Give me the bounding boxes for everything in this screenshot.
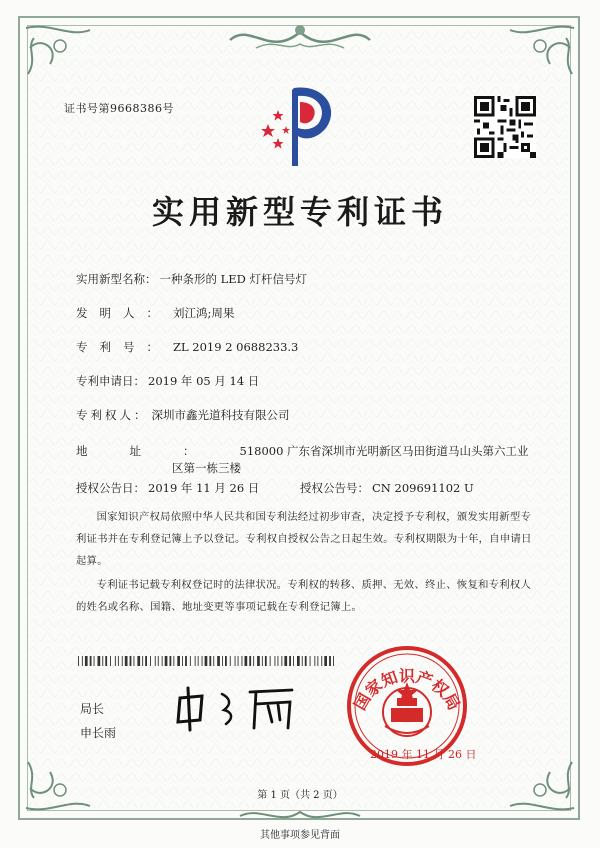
bottom-center-ornament [236, 806, 364, 826]
corner-ornament-top-left [20, 18, 110, 88]
barcode-bar [202, 656, 203, 666]
barcode-bar [324, 656, 327, 666]
barcode-bar [198, 656, 199, 666]
field-label: 授权公告日： [76, 481, 145, 495]
barcode-bar [82, 656, 83, 666]
field-value: 2019 年 05 月 14 日 [148, 374, 260, 388]
paragraph-grant-notice: 国家知识产权局依照中华人民共和国专利法经过初步审查，决定授予专利权，颁发实用新型专利证书并在专利登记簿上予以登记。专利权自授权公告之日起生效。专利权期限为十年，自申请日起算。 [76, 511, 532, 567]
barcode-bar [195, 656, 196, 666]
footer-note: 其他事项参见背面 [260, 830, 340, 841]
barcode-bar [150, 656, 151, 666]
barcode-bar [321, 656, 322, 666]
barcode-bar [85, 656, 88, 666]
field-value: CN 209691102 U [372, 481, 474, 495]
barcode-bar [238, 656, 239, 666]
barcode-bar [182, 656, 183, 666]
field-value: 518000 广东省深圳市光明新区马田街道马山头第六工业 [239, 444, 529, 458]
barcode-bar [110, 656, 111, 666]
field-value: 深圳市鑫光道科技有限公司 [151, 408, 290, 422]
barcode-bar [102, 656, 103, 666]
barcode-bar [177, 656, 180, 666]
barcode-bar [205, 656, 208, 666]
barcode-bar [249, 656, 251, 666]
barcode-bar [105, 656, 107, 666]
director-name: 申长雨 [80, 726, 117, 740]
barcode-bar [310, 656, 311, 666]
barcode-bar [225, 656, 227, 666]
barcode-bar [281, 656, 282, 666]
barcode-bar [125, 656, 128, 666]
barcode-bar [333, 656, 334, 666]
field-utility-model-name [76, 271, 307, 287]
barcode-bar [213, 656, 214, 666]
barcode-bar [217, 656, 220, 666]
barcode-bar [115, 656, 116, 666]
barcode-bar [297, 656, 300, 666]
field-address [76, 443, 529, 459]
barcode-strip [78, 656, 338, 666]
barcode-bar [130, 656, 132, 666]
barcode-bar [94, 656, 95, 666]
barcode-bar [165, 656, 168, 666]
field-value: ZL 2019 2 0688233.3 [173, 340, 299, 354]
corner-ornament-bottom-right [490, 748, 580, 818]
certificate-number: 证书号第9668386号 [64, 102, 174, 115]
barcode-bar [270, 656, 271, 666]
barcode-bar [190, 656, 191, 666]
top-center-ornament [226, 18, 374, 62]
field-patentee [76, 407, 290, 423]
seal-text: 国家知识产权局 [350, 666, 464, 714]
barcode-bar [275, 656, 276, 666]
barcode-bar [222, 656, 223, 666]
barcode-bar [257, 656, 260, 666]
barcode-bar [158, 656, 159, 666]
field-label: 专利申请日： [76, 374, 145, 388]
field-value: 刘江鸿;周果 [173, 306, 235, 320]
field-label: 专利权人： [76, 408, 149, 422]
field-grant-number [300, 480, 474, 496]
paragraph-legal-status: 专利证书记载专利权登记时的法律状况。专利权的转移、质押、无效、终止、恢复和专利权人的姓名或名称、国籍、地址变更等事项记载在专利登记簿上。 [76, 579, 532, 613]
director-title: 局长 [80, 702, 105, 716]
barcode-bar [329, 656, 331, 666]
barcode-bar [302, 656, 303, 666]
barcode-bar [314, 656, 315, 666]
barcode-bar [134, 656, 135, 666]
cnipa-logo-icon [254, 80, 344, 170]
barcode-bar [262, 656, 263, 666]
barcode-bar [242, 656, 243, 666]
qr-code-icon [474, 96, 536, 158]
barcode-bar [145, 656, 147, 666]
corner-ornament-bottom-left [20, 748, 110, 818]
page-number: 第 1 页（共 2 页） [257, 790, 343, 801]
barcode-bar [230, 656, 231, 666]
barcode-bar [170, 656, 172, 666]
barcode-bar [90, 656, 92, 666]
barcode-bar [78, 656, 79, 666]
barcode-bar [118, 656, 119, 666]
barcode-bar [209, 656, 211, 666]
field-value: 一种条形的 LED 灯杆信号灯 [159, 272, 308, 286]
barcode-bar [137, 656, 140, 666]
barcode-bar [289, 656, 291, 666]
field-patent-number [76, 339, 298, 355]
barcode-bar [142, 656, 143, 666]
barcode-bar [305, 656, 307, 666]
barcode-bar [245, 656, 248, 666]
field-label: 实用新型名称： [76, 272, 157, 286]
field-grant-date [76, 480, 259, 496]
field-inventor [76, 305, 234, 321]
barcode-bar [155, 656, 156, 666]
barcode-bar [173, 656, 174, 666]
address-line-2: 区第一栋三楼 [172, 461, 241, 475]
barcode-bar [235, 656, 236, 666]
field-label: 地址： [76, 444, 237, 458]
field-value: 2019 年 11 月 26 日 [148, 481, 260, 495]
barcode-bar [317, 656, 318, 666]
barcode-bar [122, 656, 123, 666]
barcode-bar [98, 656, 101, 666]
field-label: 专利号： [76, 340, 170, 354]
director-signature-icon [172, 684, 302, 734]
barcode-bar [162, 656, 163, 666]
field-label: 发明人： [76, 306, 170, 320]
corner-ornament-top-right [490, 18, 580, 88]
barcode-bar [278, 656, 279, 666]
field-filing-date [76, 373, 259, 389]
seal-date: 2019 年 11 月 26 日 [370, 748, 477, 761]
barcode-bar [253, 656, 254, 666]
barcode-bar [265, 656, 267, 666]
field-label: 授权公告号： [300, 481, 369, 495]
certificate-title: 实用新型专利证书 [151, 193, 448, 231]
barcode-bar [284, 656, 287, 666]
barcode-bar [293, 656, 294, 666]
barcode-bar [185, 656, 187, 666]
